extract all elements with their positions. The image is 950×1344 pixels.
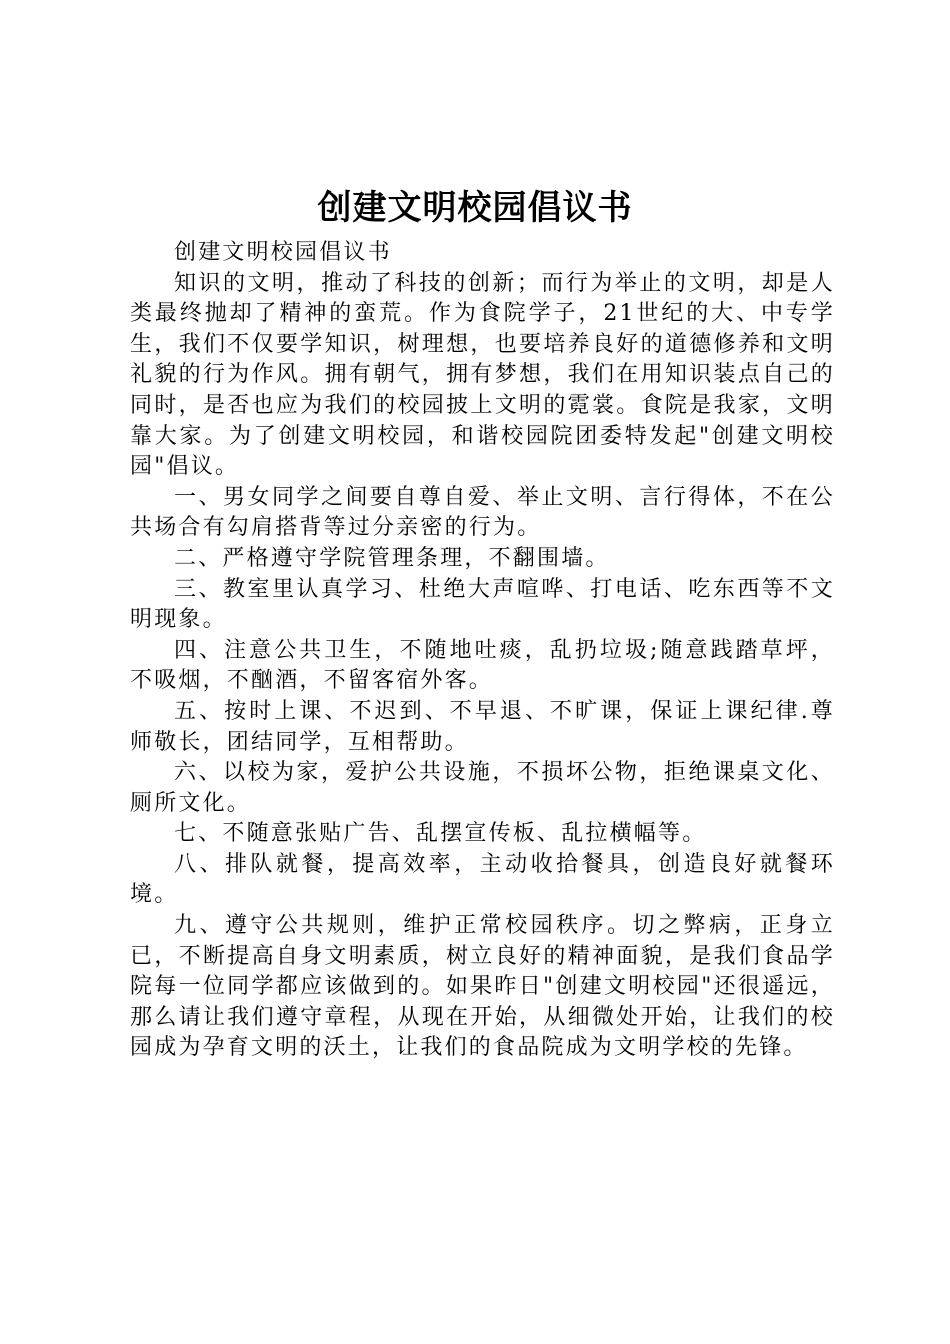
document-body xyxy=(130,238,835,1064)
paragraph-item-5: 五、按时上课、不迟到、不早退、不旷课，保证上课纪律.尊师敬长，团结同学，互相帮助。 xyxy=(130,698,835,755)
paragraph-item-4: 四、注意公共卫生，不随地吐痰，乱扔垃圾;随意践踏草坪，不吸烟，不酗酒，不留客宿外客。 xyxy=(130,637,835,694)
paragraph-item-2: 二、严格遵守学院管理条理，不翻围墙。 xyxy=(174,545,610,571)
paragraph-item-9: 九、遵守公共规则，维护正常校园秩序。切之弊病，正身立已，不断提高自身文明素质，树立良好的精神面貌，是我们食品学院每一位同学都应该做到的。如果昨日"创建文明校园"还很遥远，那么请让我们遵守章程，从现在开始，从细微处开始，让我们的校园成为孕育文明的沃土，让我们的食品院成为文明学校的先锋。 xyxy=(130,913,835,1061)
paragraph-item-1: 一、男女同学之间要自尊自爱、举止文明、言行得体，不在公共场合有勾肩搭背等过分亲密的行为。 xyxy=(130,484,835,541)
paragraph-item-7: 七、不随意张贴广告、乱摆宣传板、乱拉横幅等。 xyxy=(174,821,707,847)
paragraph-item-3: 三、教室里认真学习、杜绝大声喧哗、打电话、吃东西等不文明现象。 xyxy=(130,576,835,633)
paragraph-item-8: 八、排队就餐，提高效率，主动收拾餐具，创造良好就餐环境。 xyxy=(130,851,835,908)
document-title: 创建文明校园倡议书 xyxy=(317,188,633,228)
paragraph-intro: 知识的文明，推动了科技的创新；而行为举止的文明，却是人类最终抛却了精神的蛮荒。作为食院学子，21世纪的大、中专学生，我们不仅要学知识，树理想，也要培养良好的道德修养和文明礼貌的行为作风。拥有朝气，拥有梦想，我们在用知识装点自己的同时，是否也应为我们的校园披上文明的霓裳。食院是我家，文明靠大家。为了创建文明校园，和谐校园院团委特发起"创建文明校园"倡议。 xyxy=(130,270,835,480)
paragraph-subtitle: 创建文明校园倡议书 xyxy=(174,240,392,265)
paragraph-item-6: 六、以校为家，爱护公共设施，不损坏公物，拒绝课桌文化、厕所文化。 xyxy=(130,760,835,816)
